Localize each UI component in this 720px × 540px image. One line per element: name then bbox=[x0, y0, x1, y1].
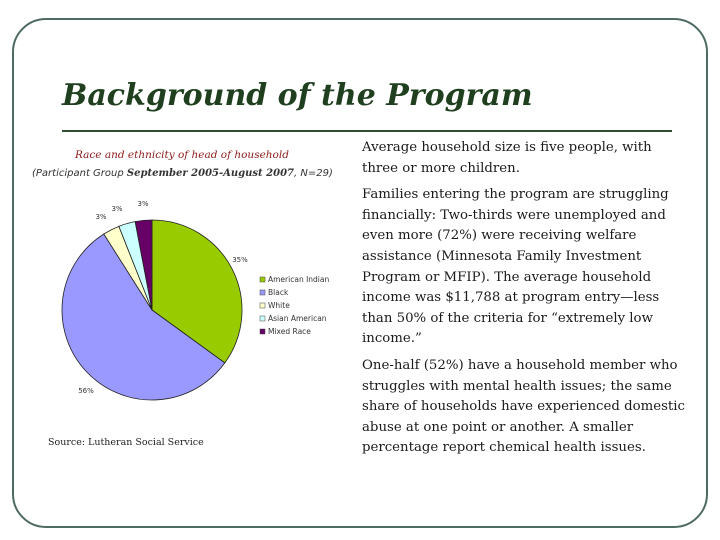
bullet-list bbox=[362, 138, 690, 465]
legend-label-white: White bbox=[268, 301, 290, 310]
legend-swatch-black bbox=[260, 290, 265, 295]
chart-subcaption-post: , N=29) bbox=[294, 168, 333, 179]
bullet-household-size: Average household size is five people, with three or more children. bbox=[362, 140, 652, 176]
bullet-finances: Families entering the program are struggling financially: Two-thirds were unemployed and even more (72%) were receiving welfare assistance (Minnesota Family Investment Program or MFIP). The average household income was $11,788 at program entry—less than 50% of the criteria for “extremely low income.” bbox=[362, 187, 669, 347]
pie-label-american-indian: 35% bbox=[232, 256, 248, 264]
legend-label-mixed-race: Mixed Race bbox=[268, 327, 311, 336]
chart-subcaption-dates: September 2005-August 2007 bbox=[126, 168, 294, 179]
source-note: Source: Lutheran Social Service bbox=[48, 437, 204, 448]
legend-swatch-american-indian bbox=[260, 277, 265, 282]
legend-swatch-asian-american bbox=[260, 316, 265, 321]
chart-subcaption-pre: (Participant Group bbox=[32, 168, 127, 179]
legend-label-american-indian: American Indian bbox=[268, 275, 330, 284]
slide-title: Background of the Program bbox=[62, 78, 533, 113]
legend-swatch-white bbox=[260, 303, 265, 308]
pie-label-black: 56% bbox=[78, 387, 94, 395]
legend-swatch-mixed-race bbox=[260, 329, 265, 334]
legend-label-black: Black bbox=[268, 288, 289, 297]
pie-label-mixed-race: 3% bbox=[137, 200, 149, 208]
pie-label-white: 3% bbox=[95, 213, 107, 221]
legend-label-asian-american: Asian American bbox=[268, 314, 327, 323]
chart-caption: Race and ethnicity of head of household bbox=[75, 149, 289, 161]
pie-label-asian-american: 3% bbox=[111, 205, 123, 213]
bullet-mental-health: One-half (52%) have a household member who struggles with mental health issues; the same share of households have experienced domestic abuse at one point or another. A smaller percentage report chemical health issues. bbox=[362, 357, 685, 456]
